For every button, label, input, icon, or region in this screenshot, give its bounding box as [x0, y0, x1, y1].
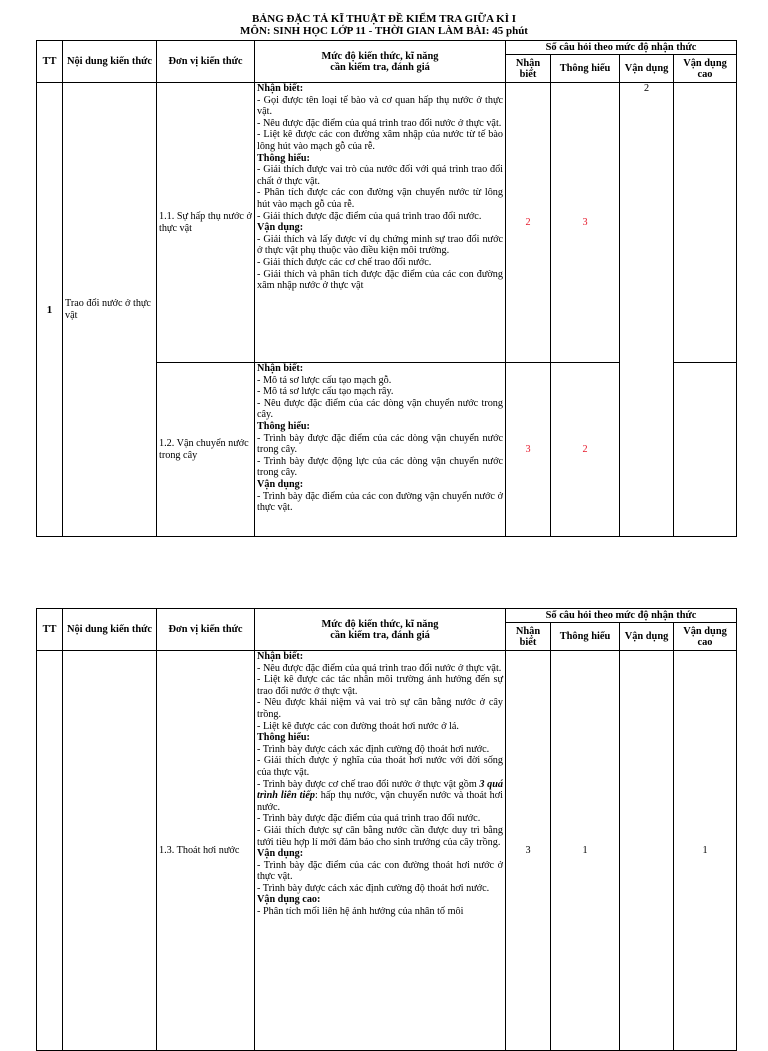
header-unit: Đơn vị kiến thức: [157, 609, 255, 651]
content-topic: Trao đổi nước ở thực vật: [63, 83, 157, 537]
knowledge-unit: 1.1. Sự hấp thụ nước ở thực vật: [157, 83, 255, 363]
row-number: [37, 651, 63, 1051]
header-question-count: Số câu hỏi theo mức độ nhận thức: [506, 609, 737, 623]
header-understanding: Thông hiểu: [551, 55, 620, 83]
count-recognition: 3: [506, 363, 551, 537]
header-criteria: Mức độ kiến thức, kĩ năng cần kiểm tra, đánh giá: [255, 609, 506, 651]
header-high-application: Vận dụng cao: [674, 623, 737, 651]
header-recognition: Nhận biết: [506, 55, 551, 83]
header-content: Nội dung kiến thức: [63, 41, 157, 83]
count-recognition: 3: [506, 651, 551, 1051]
header-high-application: Vận dụng cao: [674, 55, 737, 83]
criteria-cell: Nhận biết: - Gọi được tên loại tế bào và cơ quan hấp thụ nước ở thực vật. - Nêu được đặc điểm của quá trình trao đổi nước ở thực vật. - Liệt kê được các con đường xâm nhập của nước từ tế bào lông hút vào mạch gỗ của rễ. Thông hiểu: - Giải thích được vai trò của nước đối với quá trình trao đổi chất ở thực vật. - Phân tích được các con đường vận chuyển nước từ lông hút vào mạch gỗ của rễ. - Giải thích được đặc điểm của quá trình trao đổi nước. Vận dụng: - Giải thích và lấy được ví dụ chứng minh sự trao đổi nước ở thực vật phụ thuộc vào điều kiện môi trường. - Giải thích được các cơ chế trao đổi nước. - Giải thích và phân tích được đặc điểm của các con đường xâm nhập nước ở thực vật: [255, 83, 506, 363]
count-high-application: [674, 83, 737, 363]
spec-table-page2: [36, 608, 737, 1051]
table-row: [37, 651, 737, 1051]
count-recognition: 2: [506, 83, 551, 363]
content-topic: [63, 651, 157, 1051]
table-row: [37, 83, 737, 363]
criteria-cell: Nhận biết: - Nêu được đặc điểm của quá trình trao đổi nước ở thực vật. - Liệt kê được các tác nhân môi trường ảnh hưởng đến sự trao đổi nước ở thực vật. - Nêu được khái niệm và vai trò sự cân bằng nước ở cây trồng. - Liệt kê được các con đường thoát hơi nước ở lá. Thông hiểu: - Trình bày được cách xác định cường độ thoát hơi nước. - Giải thích được ý nghĩa của thoát hơi nước với đời sống của thực vật. - Trình bày được cơ chế trao đổi nước ở thực vật gồm 3 quá trình liên tiếp: hấp thụ nước, vận chuyển nước và thoát hơi nước. - Trình bày được đặc điểm của quá trình trao đổi nước. - Giải thích được sự cân bằng nước cần được duy trì bằng tưới tiêu hợp lí mới đảm bảo cho sinh trưởng của cây trồng. Vận dụng: - Trình bày đặc điểm của các con đường thoát hơi nước ở thực vật. - Trình bày được cách xác định cường độ thoát hơi nước. Vận dụng cao: - Phân tích mối liên hệ ảnh hưởng của nhân tố môi: [255, 651, 506, 1051]
criteria-cell: Nhận biết: - Mô tả sơ lược cấu tạo mạch gỗ. - Mô tả sơ lược cấu tạo mạch rây. - Nêu được đặc điểm của các dòng vận chuyển nước trong cây. Thông hiểu: - Trình bày được đặc điểm của các dòng vận chuyển nước trong cây. - Trình bày được động lực của các dòng vận chuyển nước trong cây. Vận dụng: - Trình bày đặc điểm của các con đường vận chuyển nước ở thực vật.: [255, 363, 506, 537]
header-criteria: Mức độ kiến thức, kĩ năng cần kiểm tra, đánh giá: [255, 41, 506, 83]
header-question-count: Số câu hỏi theo mức độ nhận thức: [506, 41, 737, 55]
header-recognition: Nhận biết: [506, 623, 551, 651]
knowledge-unit: 1.3. Thoát hơi nước: [157, 651, 255, 1051]
count-application: [620, 651, 674, 1051]
header-content: Nội dung kiến thức: [63, 609, 157, 651]
header-understanding: Thông hiểu: [551, 623, 620, 651]
count-application: 2: [620, 83, 674, 537]
header-unit: Đơn vị kiến thức: [157, 41, 255, 83]
document-title: BẢNG ĐẶC TẢ KĨ THUẬT ĐỀ KIỂM TRA GIỮA KÌ I: [251, 13, 517, 25]
document-subtitle: MÔN: SINH HỌC LỚP 11 - THỜI GIAN LÀM BÀI: 45 phút: [240, 25, 528, 37]
row-number: 1: [37, 83, 63, 537]
header-application: Vận dụng: [620, 55, 674, 83]
count-understanding: 1: [551, 651, 620, 1051]
header-tt: TT: [37, 41, 63, 83]
count-understanding: 2: [551, 363, 620, 537]
knowledge-unit: 1.2. Vận chuyển nước trong cây: [157, 363, 255, 537]
count-high-application: [674, 363, 737, 537]
count-understanding: 3: [551, 83, 620, 363]
header-tt: TT: [37, 609, 63, 651]
header-application: Vận dụng: [620, 623, 674, 651]
count-high-application: 1: [674, 651, 737, 1051]
spec-table-page1: [36, 40, 737, 537]
